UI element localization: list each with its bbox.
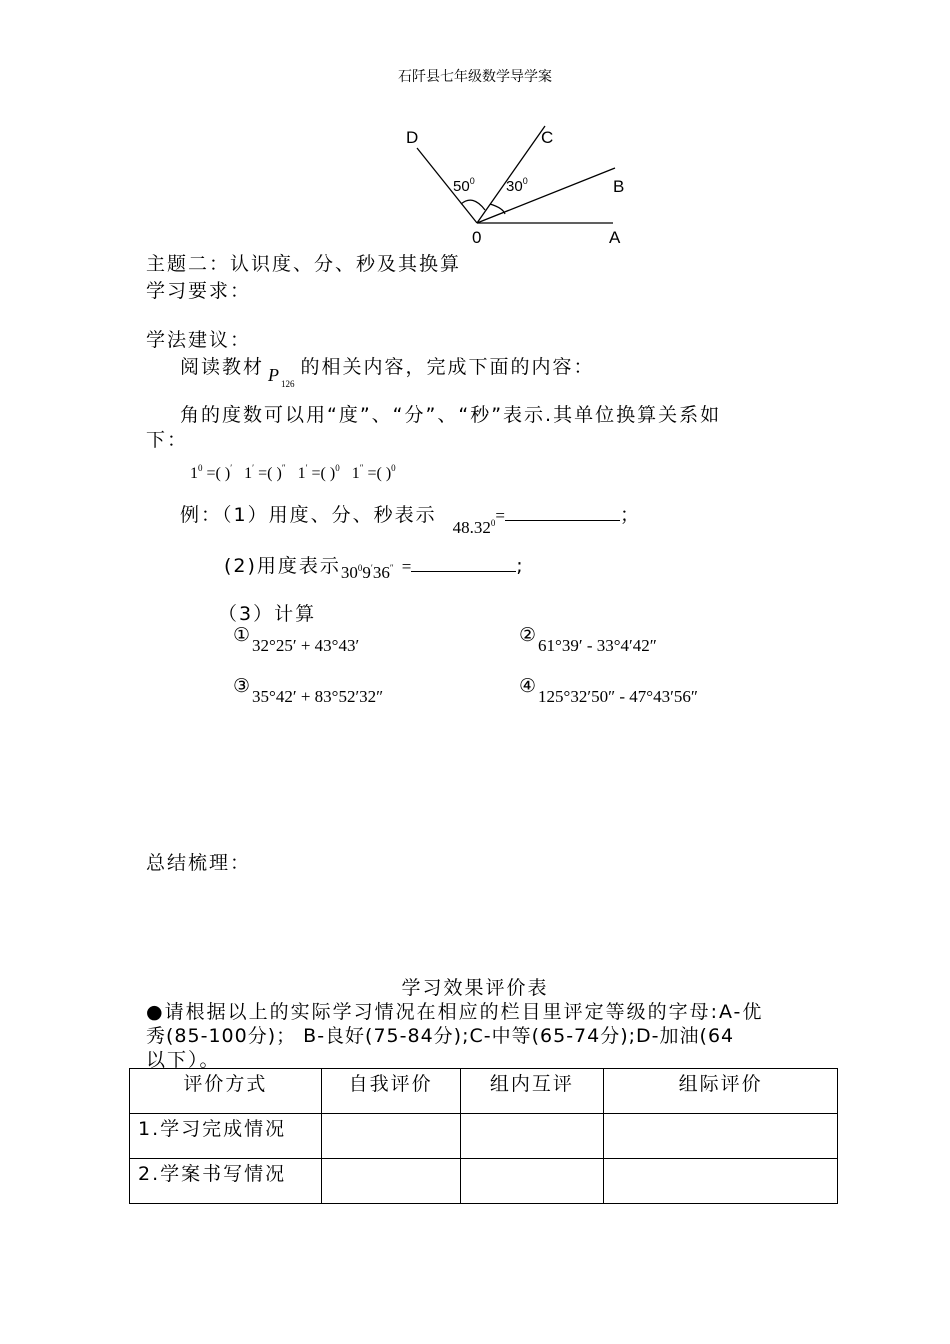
evaluation-instruction-line3: 以下）。: [146, 1049, 221, 1071]
read-before: 阅读教材: [180, 356, 265, 378]
page-ref-number: 126: [281, 379, 295, 389]
cell-intergroup-writing[interactable]: [604, 1159, 838, 1204]
example-2-value: $30^09'36''$: [340, 563, 394, 582]
example-1-value: 48.32$^0$: [452, 518, 496, 537]
row-label-completion: 1.学习完成情况: [130, 1114, 322, 1159]
angle-intro-line1: 角的度数可以用“度”、“分”、“秒”表示.其单位换算关系如: [180, 404, 722, 426]
evaluation-instruction-line1: ●请根据以上的实际学习情况在相应的栏目里评定等级的字母:A-优: [146, 1001, 764, 1023]
page-header-title: 石阡县七年级数学导学案: [398, 69, 552, 85]
point-label-b: B: [613, 177, 625, 196]
example-1: [180, 500, 641, 537]
example-1-end: ；: [619, 504, 641, 526]
evaluation-table: [129, 1068, 838, 1204]
point-label-o: 0: [472, 228, 482, 247]
example-2-eq: =: [401, 557, 412, 576]
requirements-label: 学习要求：: [146, 280, 252, 302]
example-1-eq: =: [495, 506, 505, 525]
cell-group-writing[interactable]: [460, 1159, 604, 1204]
angle-intro-line2: 下：: [146, 429, 189, 451]
conversion-minute-degree: 1′ =( )$^0$: [297, 463, 340, 482]
conversion-degree: $1^0$ =( )′: [190, 463, 233, 482]
calc-item-1: ①32°25′ + 43°43′: [233, 624, 360, 655]
example-2-end: ;: [516, 555, 525, 577]
ray-ob: [477, 168, 615, 223]
header-group: 组内互评: [460, 1069, 604, 1114]
table-row: [130, 1159, 838, 1204]
table-row: [130, 1114, 838, 1159]
conversion-second-degree: 1″ =( )$^0$: [351, 463, 396, 482]
calc-item-2: ②61°39′ - 33°4′42″: [519, 624, 657, 655]
example-2-blank[interactable]: [411, 557, 516, 572]
calc-expr-4: 125°32′50″ - 47°43′56″: [538, 687, 698, 706]
angle-label-30: $30^0$: [506, 176, 528, 195]
point-label-c: C: [541, 128, 554, 147]
header-method: 评价方式: [130, 1069, 322, 1114]
calc-expr-1: 32°25′ + 43°43′: [252, 636, 360, 655]
evaluation-header-row: [130, 1069, 838, 1114]
cell-intergroup-completion[interactable]: [604, 1114, 838, 1159]
method-label: 学法建议：: [146, 329, 252, 351]
cell-self-writing[interactable]: [321, 1159, 460, 1204]
example-2: [224, 551, 525, 582]
example-3-label: （3）计算: [218, 603, 317, 625]
page-ref-letter: P: [268, 365, 280, 385]
calc-item-3: ③35°42′ + 83°52′32″: [233, 675, 384, 706]
calc-expr-2: 61°39′ - 33°4′42″: [538, 636, 657, 655]
header-intergroup: 组际评价: [604, 1069, 838, 1114]
calc-expr-3: 35°42′ + 83°52′32″: [252, 687, 384, 706]
calc-item-4: ④125°32′50″ - 47°43′56″: [519, 675, 698, 706]
evaluation-title: 学习效果评价表: [401, 977, 549, 999]
summary-label: 总结梳理：: [146, 852, 252, 874]
cell-group-completion[interactable]: [460, 1114, 604, 1159]
evaluation-instruction-line2: 秀(85-100分)； B-良好(75-84分);C-中等(65-74分);D-加油(64: [146, 1025, 735, 1047]
example-1-label: 例：（1）用度、分、秒表示: [180, 504, 437, 526]
read-after: 的相关内容，完成下面的内容：: [300, 356, 595, 378]
topic-title: 主题二：认识度、分、秒及其换算: [146, 253, 462, 275]
point-label-a: A: [609, 228, 621, 247]
cell-self-completion[interactable]: [321, 1114, 460, 1159]
point-label-d: D: [406, 128, 419, 147]
ray-oc: [477, 126, 545, 223]
conversion-minute: 1′ =( )″: [244, 463, 286, 482]
angle-diagram: [395, 118, 635, 248]
conversion-relations: [190, 463, 396, 483]
read-textbook-line: [180, 352, 595, 389]
header-self: 自我评价: [321, 1069, 460, 1114]
row-label-writing: 2.学案书写情况: [130, 1159, 322, 1204]
example-2-label: (2)用度表示: [224, 555, 341, 577]
example-1-blank[interactable]: [505, 506, 620, 521]
angle-label-50: $50^0$: [453, 176, 475, 195]
